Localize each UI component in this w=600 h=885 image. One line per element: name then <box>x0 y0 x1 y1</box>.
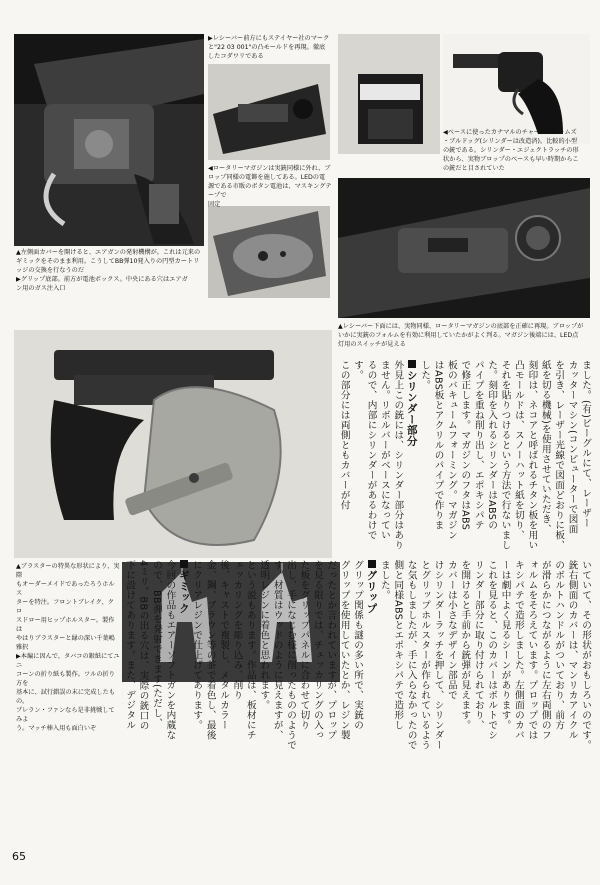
caption-line: ▶本編に因んで、タバコの銀紙にてユニ <box>16 653 120 669</box>
heading-square-icon <box>180 560 188 568</box>
caption-rotary-magazine <box>208 164 336 209</box>
body-line: で修正します。マガジンのフタはABS <box>459 360 471 531</box>
caption-line: ▲レシーバー下面には、実物同様、ロータリーマガジンの底部を正確に再現。ブロップが <box>338 323 584 330</box>
body-line: だったとか言われていますが、プロップ <box>325 560 337 740</box>
body-line: 今回の作品もエアーソフトガンを内蔵な <box>164 560 176 740</box>
caption-line: スドロー用ヒップホルスター。製作は <box>16 617 115 633</box>
heading-square-icon <box>408 360 416 368</box>
body-line: を見る限りでは、チェッカリングの入っ <box>311 560 323 740</box>
photo-blaster-side-open <box>14 34 204 246</box>
body-line: これを見ると、このカバーはボルトでシ <box>486 560 498 740</box>
photo-rotary-magazine <box>338 34 440 154</box>
body-line: グリップを使用していたとか、レジン製 <box>338 560 350 740</box>
body-line: 凸モールドは、スノーハット紙を切り、 <box>512 360 524 540</box>
caption-line: う。マッチ棒入用も面白いぞ <box>16 725 97 732</box>
body-line: な気もしましたが、手に入らなかったので <box>405 560 417 750</box>
body-line: 後、キャストで複製し、メタルカラー <box>218 560 230 730</box>
body-text-lower <box>122 560 592 842</box>
caption-line: コーンの折り紙も製作。ツルの折り方を <box>16 671 115 687</box>
caption-line: ロップ同様の電飾を施してある。LEDの電 <box>208 174 326 181</box>
caption-bulldog <box>443 128 593 173</box>
body-line: ォルムをそろえています。プロップでは <box>526 560 538 740</box>
body-line: 板のバキュームフォーミング。マガジン <box>445 360 457 540</box>
heading-square-icon <box>368 560 376 568</box>
body-line: けシリンダーラッチを押して、シリンダー <box>432 560 444 750</box>
section-heading <box>364 560 377 842</box>
caption-line: 源である市販のボタン電池は、マスキングテープで <box>208 183 332 199</box>
body-line: ーは劇中よく見るシーンがあります。 <box>499 560 511 730</box>
caption-holster <box>16 562 120 733</box>
photo-blaster-with-holster <box>14 330 332 558</box>
body-line: カッターマシン(コンピューターで図面 <box>566 360 578 535</box>
body-line: 外見上この銃には、シリンダー部分はあり <box>392 360 404 550</box>
body-line: るので、内部にシリンダーがあるわけです。 <box>352 360 377 540</box>
heading-text: シリンダー部分 <box>405 370 418 447</box>
body-line: 下に設けてあります。また、デジタル <box>124 560 136 730</box>
body-line: ェッカリングを彫り込み、削り <box>231 560 243 700</box>
caption-line: 灯用のスイッチが見える <box>338 341 406 348</box>
section-heading <box>404 360 417 556</box>
caption-line: ▲ブラスターの特異な形状により、実際 <box>16 563 120 579</box>
body-line: を開けると手前から銃弾が見えます。 <box>459 560 471 730</box>
body-line: 刻印は、ネコアと呼ばれるチタン板を用い <box>526 360 538 550</box>
caption-line: ・ブルドッグ(シリンダーは改造済)。比較的小型 <box>443 138 578 145</box>
photo-receiver-underside <box>338 178 590 318</box>
caption-line: もオーダーメイドであったろうホルス <box>16 581 115 597</box>
body-line: はABS板とアクリルのパイプで作りま <box>432 360 444 531</box>
body-line: た。刻印を入れるシリンダーはABSの <box>486 360 498 531</box>
caption-line: ◀ロータリーマガジンは実銃同様に外れ、ブ <box>208 165 331 172</box>
body-line: た板をグリップパネルに合わせて切り <box>298 560 310 730</box>
body-line: 4ミリ。BBの出る穴は、実際の銃口の <box>137 560 149 731</box>
photo-grip-base <box>208 206 330 298</box>
page-number: 65 <box>12 850 26 863</box>
caption-line: したコダワリである <box>208 53 264 60</box>
caption-line: の銃だと目されていた <box>443 165 505 172</box>
body-line: した。 <box>419 360 431 390</box>
body-line: 透明レジンに着色と思われます。 <box>258 560 270 710</box>
body-line <box>122 560 123 842</box>
body-line: ました。(有)ビーグルにて、レーザー <box>580 360 591 529</box>
body-line: この部分には両側ともカバーが付 <box>338 360 350 510</box>
body-line: す。材質はウッドのように見えますが、 <box>271 560 283 740</box>
caption-line: と"22 03 001"の凸モールドを再現。徹底 <box>208 44 326 51</box>
caption-line: ギミックをそのまま利用。こうしてBB弾10発入りの円型カートリ <box>16 258 200 265</box>
caption-receiver-underside <box>338 322 592 349</box>
caption-line: ▶レシーバー前方にもステイヤー社のマーク <box>208 35 330 42</box>
caption-stayer <box>208 34 336 61</box>
body-line: キシパテで造形しました。左側面のカバ <box>512 560 524 740</box>
body-line: 出し、手になじむ様に削ったもののようで <box>285 560 297 750</box>
caption-line: いかに実銃のフォルムを有効に利用していたかがよく判る。マガジン後端には、LED点 <box>338 332 579 339</box>
body-line: いていて、その形状がおもしろいのです。 <box>580 560 591 750</box>
body-line: 金、鋼、ブラウン等の茶で着色し、最後 <box>204 560 216 740</box>
body-line: が滑らかにつながるように左右両側のフ <box>539 560 551 740</box>
body-line: 銃右側面のカバーは、マンリカアイクル <box>566 560 578 740</box>
body-line: ので、BB弾を発射できます(ただし、 <box>151 560 162 729</box>
body-line: ました。 <box>378 560 390 600</box>
caption-line: 基本に、試行錯誤の末に完成したもの。 <box>16 689 115 705</box>
caption-line: ◀ベースに使ったカナマルのチャーターアームズ <box>443 129 577 136</box>
body-line: ません。リボルバーがベースになってい <box>378 360 390 540</box>
caption-line: ブレラン・ファンなら是非挑戦してみよ <box>16 707 115 723</box>
body-line: カバーは小さなデザイン部品で <box>445 560 457 700</box>
caption-line: やはりブラスターと縁の深い千葉嶋雅択 <box>16 635 115 651</box>
photo-receiver-stayer-mark <box>208 64 330 160</box>
body-line: パイプを重ね削り出し、エポキシパテ <box>472 360 484 530</box>
heading-text: グリップ <box>365 570 378 614</box>
body-line: とグリップホルスターが作られているよう <box>419 560 431 750</box>
body-line: にクリアレジンで仕上げてあります。 <box>191 560 203 730</box>
body-line: という説もあります。作品は、板材にチ <box>244 560 256 740</box>
body-line: リンダー部分に取り付けられており、 <box>472 560 484 730</box>
caption-line: の銃である。シリンダー・エジェクトラッチの形 <box>443 147 579 154</box>
body-line: それを貼りつけるという方法で行ないまし <box>499 360 511 550</box>
caption-top-left <box>16 248 206 293</box>
caption-line: 固定 <box>208 201 221 208</box>
caption-line: ン用のガス注入口 <box>16 285 66 292</box>
heading-text: ギミック <box>177 570 190 614</box>
body-line: 側と同様ABSとエポキシパテで造形し <box>392 560 404 731</box>
body-text-upper <box>338 360 592 556</box>
body-line: グリップ関係も謎の多い所で、実銃の <box>352 560 364 730</box>
caption-line: ッジの交換を行なうのだ <box>16 267 85 274</box>
caption-line: ▶グリップ底部。前方が電池ボックス。中央にある穴はエアガ <box>16 276 188 283</box>
body-line: 紙を切る機械)を使用させていただき、 <box>539 360 551 535</box>
caption-line: 状から、実物ブロップのベースも早い時期からこ <box>443 156 579 163</box>
caption-line: ▲左側面カバーを開けると、エアガンの発射機構が。これは元来の <box>16 249 201 256</box>
caption-line: ターを特注。フロントブレイク、クロ <box>16 599 114 615</box>
body-line: を引き、レーザー光線で図面どおりに板、 <box>553 360 565 550</box>
body-line: のボルトハンドルがついており、前方 <box>553 560 565 730</box>
section-heading <box>176 560 189 842</box>
